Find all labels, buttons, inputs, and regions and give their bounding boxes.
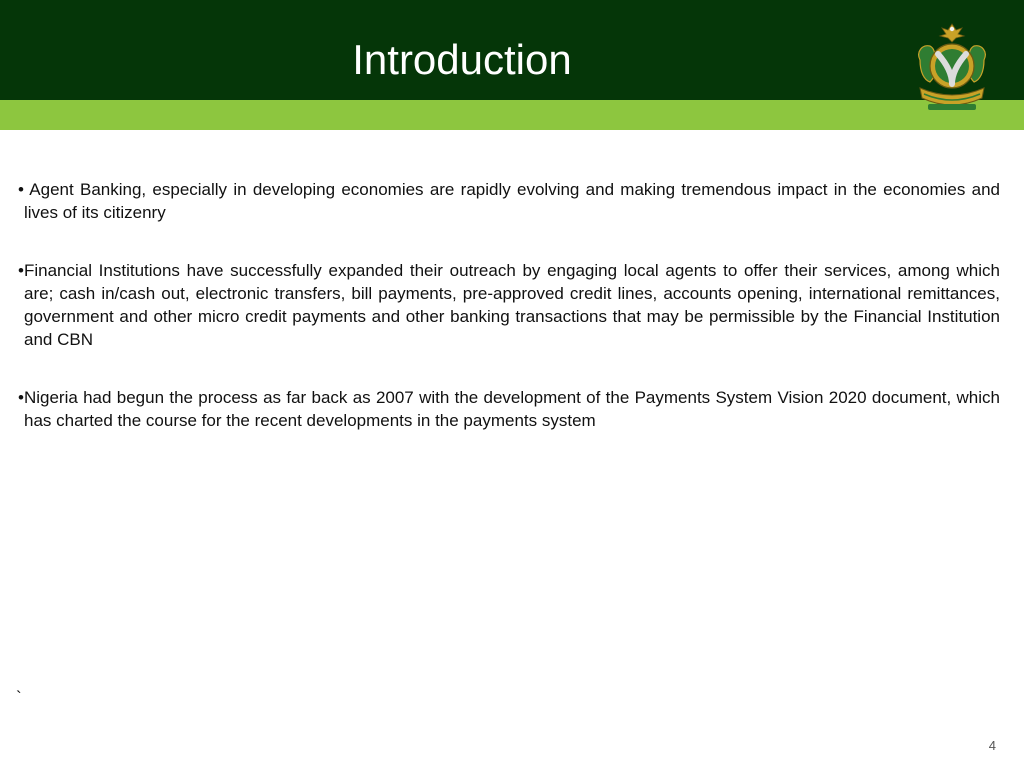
bullet-list bbox=[18, 178, 1000, 432]
bullet-financial-institutions: •Financial Institutions have successfully expanded their outreach by engaging local agents to offer their services, among which are; cash in/cash out, electronic transfers, bill payments, pre-approved credit lines, accounts opening, international remittances, government and other micro credit payments and other banking transactions that may be permissible by the Financial Institution and CBN bbox=[18, 261, 1000, 349]
cbn-crest-logo-icon bbox=[910, 18, 994, 118]
bullet-nigeria-payments: •Nigeria had begun the process as far back as 2007 with the development of the Payments System Vision 2020 document, which has charted the course for the recent developments in the payments system bbox=[18, 388, 1000, 430]
accent-band bbox=[0, 100, 1024, 130]
stray-mark: ` bbox=[16, 688, 22, 707]
eagle-icon bbox=[940, 24, 964, 42]
slide-title: Introduction bbox=[352, 36, 572, 83]
page-number: 4 bbox=[988, 738, 996, 753]
bullet-agent-banking: • Agent Banking, especially in developing economies are rapidly evolving and making tremendous impact in the economies and lives of its citizenry bbox=[18, 180, 1000, 222]
